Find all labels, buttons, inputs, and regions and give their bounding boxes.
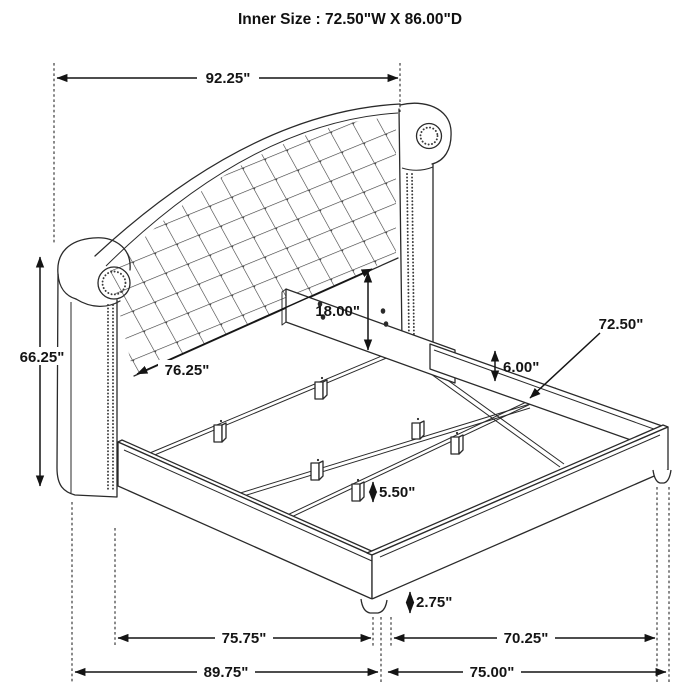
dim-overall-width-label: 92.25" [205,70,251,87]
dim-overall-depth [75,662,378,681]
right-wing-left-edge [399,109,402,342]
dim-overall-front-width-label: 75.00" [469,664,515,681]
slat-leg [214,423,226,442]
dim-inner-width-label: 72.50" [598,316,644,333]
dim-overall-front-width [388,662,666,681]
dim-overall-width [57,68,398,87]
slat-leg [451,435,463,454]
right-scroll-outer [400,103,451,164]
left-side-rail [118,442,372,599]
bolt-hole [381,308,386,314]
right-side-rail [430,344,665,452]
dim-slat-leg-height [373,482,415,502]
dim-overall-depth-label: 89.75" [203,664,249,681]
dim-footboard-inner-width [394,628,655,647]
dim-headboard-height-label: 66.25" [19,349,65,366]
right-wing-nailheads-1 [407,174,409,340]
dim-side-rail-length [118,628,371,647]
right-rail-ledge [434,350,665,433]
front-left-foot [361,599,387,613]
front-right-foot [653,470,671,483]
right-scroll-nailheads [421,128,438,145]
slat-leg [311,461,323,480]
slat-1 [145,340,420,459]
dim-side-rail-height-label: 6.00" [503,359,540,376]
diagram-title: Inner Size : 72.50"W X 86.00"D [237,11,463,28]
slat-leg [315,380,327,399]
dim-footboard-inner-width-label: 70.25" [503,630,549,647]
right-wing [399,103,451,351]
right-scroll-base [402,167,433,170]
right-wing-nailheads-2 [412,174,414,340]
dim-side-rail-length-label: 75.75" [221,630,267,647]
dim-headboard-inner-width-label: 76.25" [164,362,210,379]
bolt-hole [384,321,389,327]
slat-leg [352,482,364,501]
slat-leg [412,421,424,439]
footboard-ledge [380,435,660,557]
bed-frame [118,344,671,613]
dim-foot-height [410,592,452,613]
dim-slat-leg-height-label: 5.50" [379,484,416,501]
dim-headboard-to-rail-drop-label: 18.00" [315,303,360,320]
dim-headboard-height [14,257,70,486]
footboard-rail [372,427,668,599]
dim-foot-height-label: 2.75" [416,594,453,611]
title [238,11,462,28]
